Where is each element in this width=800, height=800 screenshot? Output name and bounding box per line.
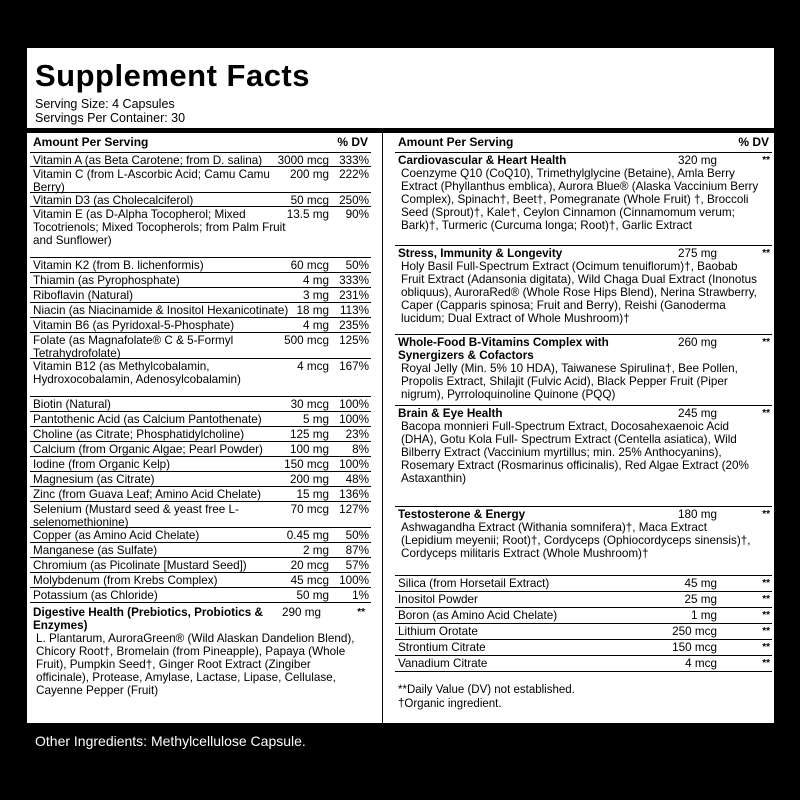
nutrient-amount: 5 mg (303, 413, 329, 426)
mineral-row (395, 656, 772, 672)
nutrient-dv: 127% (339, 503, 369, 516)
dv-label: % DV (337, 135, 368, 149)
nutrient-name: Magnesium (as Citrate) (33, 473, 155, 486)
mineral-dv: ** (762, 578, 770, 589)
nutrient-row (30, 273, 371, 288)
mineral-name: Boron (as Amino Acid Chelate) (398, 609, 558, 622)
blend-section (395, 153, 772, 246)
nutrient-name: Pantothenic Acid (as Calcium Pantothenate) (33, 413, 262, 426)
right-column-header (395, 133, 772, 153)
nutrient-dv: 90% (345, 208, 369, 221)
nutrient-dv: 23% (345, 428, 369, 441)
nutrient-row (30, 153, 371, 167)
nutrient-row (30, 303, 371, 318)
blend-dv: ** (762, 337, 770, 348)
nutrient-name: Vitamin B12 (as Methylcobalamin, Hydroxocobalamin, Adenosylcobalamin) (33, 360, 241, 386)
nutrient-amount: 70 mcg (290, 503, 329, 516)
nutrient-amount: 13.5 mg (286, 208, 329, 221)
nutrient-amount: 4 mg (303, 319, 329, 332)
nutrient-row (30, 333, 371, 359)
nutrient-row (30, 207, 371, 258)
nutrient-row (30, 442, 371, 457)
nutrient-dv: 1% (352, 589, 369, 602)
blend-dv: ** (762, 509, 770, 520)
blend-dv: ** (357, 607, 365, 618)
blend-ingredients: Coenzyme Q10 (CoQ10), Trimethylglycine (Betaine), Amla Berry Extract (Phyllanthus emblica), Aurora Blue® (Alaska Vaccinium Berry Complex), Spinach†, Beet†, Pomegranate (Whole Fruit) †, Broccoli Seed (Sprout)†, Kale†, Ceylon Cinnamon (Cinnamomum verum; Bark)†, Turmeric (Curcuma longa; Root)†, Garlic Extract (401, 167, 759, 232)
blend-ingredients: Royal Jelly (Min. 5% 10 HDA), Taiwanese Spirulina†, Bee Pollen, Propolis Extract, Shilajit (Fulvic Acid), Black Pepper Fruit (Piper nigrum), Pyrroloquinoline Quinone (PQQ) (401, 362, 738, 401)
nutrient-row (30, 167, 371, 193)
mineral-dv: ** (762, 626, 770, 637)
blend-section (395, 406, 772, 507)
nutrient-amount: 30 mcg (290, 398, 329, 411)
amount-per-serving-label: Amount Per Serving (398, 135, 514, 149)
nutrient-dv: 100% (339, 458, 369, 471)
nutrient-row (30, 288, 371, 303)
nutrient-dv: 235% (339, 319, 369, 332)
nutrient-amount: 50 mg (296, 589, 329, 602)
nutrient-dv: 50% (345, 529, 369, 542)
nutrient-amount: 200 mg (290, 473, 329, 486)
nutrient-amount: 125 mg (290, 428, 329, 441)
nutrient-name: Thiamin (as Pyrophosphate) (33, 274, 180, 287)
mineral-row (395, 640, 772, 656)
nutrient-dv: 333% (339, 274, 369, 287)
nutrient-row (30, 193, 371, 207)
nutrient-amount: 18 mg (296, 304, 329, 317)
nutrient-amount: 2 mg (303, 544, 329, 557)
blend-section (395, 507, 772, 576)
nutrient-row (30, 528, 371, 543)
nutrient-name: Folate (as Magnafolate® C & 5-Formyl Tetrahydrofolate) (33, 334, 234, 360)
nutrient-amount: 4 mg (303, 274, 329, 287)
nutrient-row (30, 457, 371, 472)
nutrient-name: Iodine (from Organic Kelp) (33, 458, 171, 471)
nutrient-amount: 45 mcg (290, 574, 329, 587)
nutrient-amount: 3000 mcg (277, 154, 329, 167)
digestive-blend (30, 605, 371, 700)
mineral-dv: ** (762, 610, 770, 621)
mineral-row (395, 624, 772, 640)
nutrient-name: Vitamin B6 (as Pyridoxal-5-Phosphate) (33, 319, 235, 332)
nutrient-dv: 8% (352, 443, 369, 456)
mineral-name: Silica (from Horsetail Extract) (398, 577, 550, 590)
servings-per-container: Servings Per Container: 30 (35, 111, 186, 125)
blend-ingredients: Ashwagandha Extract (Withania somnifera)†, Maca Extract (Lepidium meyenii; Root)†, Cordyceps (Ophiocordyceps sinensis)†, Cordyceps militaris Extract (Whole Mushroom)† (401, 521, 751, 560)
mineral-row (395, 608, 772, 624)
nutrient-row (30, 318, 371, 333)
mineral-dv: ** (762, 594, 770, 605)
nutrient-dv: 231% (339, 289, 369, 302)
mineral-amount: 25 mg (684, 593, 717, 606)
mineral-row (395, 576, 772, 592)
nutrient-amount: 20 mcg (290, 559, 329, 572)
blend-name: Whole-Food B-Vitamins Complex with Synergizers & Cofactors (398, 336, 609, 362)
nutrient-dv: 250% (339, 194, 369, 207)
nutrient-amount: 200 mg (290, 168, 329, 181)
nutrient-amount: 0.45 mg (286, 529, 329, 542)
nutrient-dv: 48% (345, 473, 369, 486)
column-divider (382, 133, 383, 723)
blend-ingredients: L. Plantarum, AuroraGreen® (Wild Alaskan Dandelion Blend), Chicory Root†, Bromelain (from Pineapple), Papaya (Whole Fruit), Pumpkin Seed†, Ginger Root Extract (Zingiber officinale), Protease, Amylase, Lactase, Lipase, Cellulase, Cayenne Pepper (Fruit) (36, 632, 355, 697)
nutrient-amount: 15 mg (296, 488, 329, 501)
nutrient-amount: 3 mg (303, 289, 329, 302)
nutrient-row (30, 487, 371, 502)
blend-amount: 245 mg (678, 407, 717, 420)
nutrient-name: Copper (as Amino Acid Chelate) (33, 529, 200, 542)
nutrient-row (30, 412, 371, 427)
blend-amount: 290 mg (282, 606, 321, 619)
blend-amount: 275 mg (678, 247, 717, 260)
nutrient-row (30, 258, 371, 273)
left-column-header (30, 133, 371, 153)
dv-label: % DV (738, 135, 769, 149)
nutrient-dv: 100% (339, 413, 369, 426)
mineral-dv: ** (762, 642, 770, 653)
nutrient-amount: 150 mcg (284, 458, 329, 471)
supplement-facts-panel (27, 48, 774, 723)
nutrient-name: Niacin (as Niacinamide & Inositol Hexanicotinate) (33, 304, 289, 317)
nutrient-row (30, 558, 371, 573)
footnote-organic: †Organic ingredient. (398, 698, 502, 710)
nutrient-dv: 50% (345, 259, 369, 272)
nutrient-name: Selenium (Mustard seed & yeast free L-selenomethionine) (33, 503, 239, 529)
blend-ingredients: Bacopa monnieri Full-Spectrum Extract, Docosahexaenoic Acid (DHA), Gotu Kola Full- Spectrum Extract (Centella asiatica), Wild Bilberry Extract (Vaccinium myrtillus; min. 25% Anthocyanins), Rosemary Extract (Rosmarinus officinalis), Red Algae Extract (20% Astaxanthin) (401, 420, 749, 485)
nutrient-row (30, 543, 371, 558)
nutrient-amount: 60 mcg (290, 259, 329, 272)
mineral-amount: 4 mcg (685, 657, 717, 670)
nutrient-name: Vitamin K2 (from B. lichenformis) (33, 259, 204, 272)
nutrient-dv: 167% (339, 360, 369, 373)
nutrient-amount: 500 mcg (284, 334, 329, 347)
nutrient-row (30, 573, 371, 588)
nutrient-name: Chromium (as Picolinate [Mustard Seed]) (33, 559, 247, 572)
mineral-dv: ** (762, 658, 770, 669)
nutrient-row (30, 502, 371, 528)
footnote-dv: **Daily Value (DV) not established. (398, 684, 575, 696)
nutrient-name: Zinc (from Guava Leaf; Amino Acid Chelate) (33, 488, 262, 501)
nutrient-name: Riboflavin (Natural) (33, 289, 134, 302)
nutrient-dv: 87% (345, 544, 369, 557)
mineral-amount: 150 mcg (672, 641, 717, 654)
nutrient-amount: 50 mcg (290, 194, 329, 207)
nutrient-name: Manganese (as Sulfate) (33, 544, 158, 557)
nutrient-amount: 4 mcg (297, 360, 329, 373)
nutrient-dv: 125% (339, 334, 369, 347)
mineral-name: Lithium Orotate (398, 625, 478, 638)
mineral-amount: 250 mcg (672, 625, 717, 638)
nutrient-dv: 333% (339, 154, 369, 167)
nutrient-name: Vitamin E (as D-Alpha Tocopherol; Mixed Tocotrienols; Mixed Tocopherols; from Palm Fruit and Sunflower) (33, 208, 286, 247)
nutrient-dv: 136% (339, 488, 369, 501)
nutrient-amount: 100 mg (290, 443, 329, 456)
blend-amount: 320 mg (678, 154, 717, 167)
blend-dv: ** (762, 248, 770, 259)
blend-name: Brain & Eye Health (398, 407, 503, 420)
nutrient-name: Vitamin D3 (as Cholecalciferol) (33, 194, 194, 207)
nutrient-name: Calcium (from Organic Algae; Pearl Powder) (33, 443, 263, 456)
nutrient-row (30, 472, 371, 487)
blend-dv: ** (762, 155, 770, 166)
amount-per-serving-label: Amount Per Serving (33, 135, 149, 149)
blend-name: Testosterone & Energy (398, 508, 526, 521)
mineral-name: Strontium Citrate (398, 641, 486, 654)
nutrient-name: Potassium (as Chloride) (33, 589, 158, 602)
nutrient-dv: 100% (339, 574, 369, 587)
mineral-name: Vanadium Citrate (398, 657, 488, 670)
blend-name: Stress, Immunity & Longevity (398, 247, 563, 260)
mineral-name: Inositol Powder (398, 593, 478, 606)
mineral-amount: 1 mg (691, 609, 717, 622)
mineral-row (395, 592, 772, 608)
nutrient-name: Biotin (Natural) (33, 398, 111, 411)
blend-amount: 260 mg (678, 336, 717, 349)
nutrient-dv: 100% (339, 398, 369, 411)
serving-size: Serving Size: 4 Capsules (35, 97, 175, 111)
other-ingredients: Other Ingredients: Methylcellulose Capsule. (35, 733, 306, 749)
blend-ingredients: Holy Basil Full-Spectrum Extract (Ocimum tenuiflorum)†, Baobab Fruit Extract (Adansonia digitata), Wild Chaga Dual Extract (Inonotus obliquus), AuroraRed® (Whole Rose Hips Blend), Nerina Strawberry, Caper (Capparis spinosa; Fruit and Berry), Reishi (Ganoderma lucidum; Dual Extract of Whole Mushroom)† (401, 260, 757, 325)
nutrient-name: Vitamin A (as Beta Carotene; from D. salina) (33, 154, 263, 167)
nutrient-name: Molybdenum (from Krebs Complex) (33, 574, 218, 587)
blend-name: Cardiovascular & Heart Health (398, 154, 567, 167)
nutrient-dv: 57% (345, 559, 369, 572)
blend-name: Digestive Health (Prebiotics, Probiotics & Enzymes) (33, 606, 263, 632)
blend-section (395, 246, 772, 335)
blend-amount: 180 mg (678, 508, 717, 521)
nutrient-dv: 113% (339, 304, 369, 317)
nutrient-name: Choline (as Citrate; Phosphatidylcholine) (33, 428, 245, 441)
blend-section (395, 335, 772, 406)
nutrient-dv: 222% (339, 168, 369, 181)
nutrient-name: Vitamin C (from L-Ascorbic Acid; Camu Camu Berry) (33, 168, 270, 194)
mineral-amount: 45 mg (684, 577, 717, 590)
nutrient-row (30, 588, 371, 603)
panel-title: Supplement Facts (35, 58, 310, 93)
nutrient-row (30, 427, 371, 442)
nutrient-row (30, 397, 371, 412)
blend-dv: ** (762, 408, 770, 419)
nutrient-row (30, 359, 371, 397)
